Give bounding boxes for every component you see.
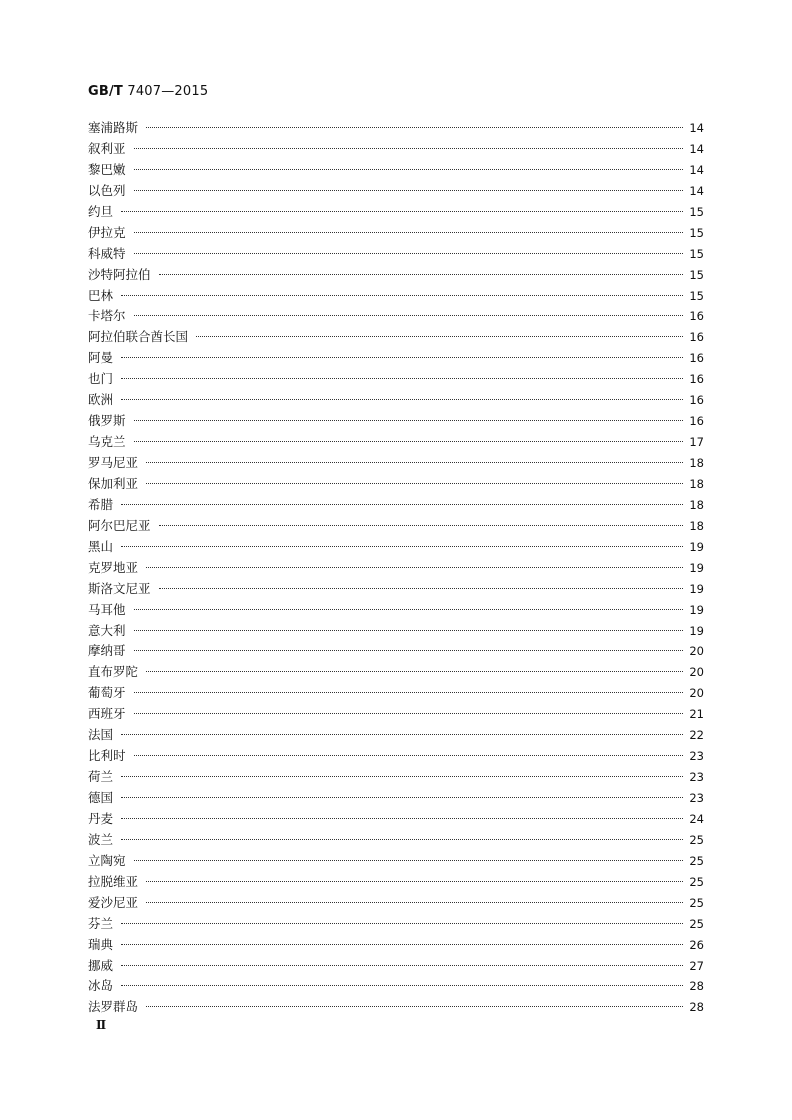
- toc-entry-page: 15: [689, 288, 704, 303]
- toc-entry-title: 卡塔尔: [88, 308, 126, 324]
- toc-entry[interactable]: [88, 181, 704, 202]
- toc-dot-leader: [134, 650, 684, 651]
- toc-dot-leader: [134, 441, 684, 442]
- toc-entry-title: 拉脱维亚: [88, 873, 139, 889]
- toc-dot-leader: [159, 525, 684, 526]
- toc-dot-leader: [134, 169, 684, 170]
- toc-dot-leader: [146, 567, 683, 568]
- toc-entry-page: 20: [689, 644, 704, 659]
- toc-entry-page: 21: [689, 707, 704, 722]
- toc-entry[interactable]: [88, 725, 704, 746]
- toc-dot-leader: [121, 839, 683, 840]
- toc-entry[interactable]: [88, 935, 704, 956]
- toc-dot-leader: [134, 860, 684, 861]
- toc-entry-page: 18: [689, 518, 704, 533]
- toc-dot-leader: [134, 630, 684, 631]
- toc-entry-title: 伊拉克: [88, 224, 126, 240]
- toc-entry-title: 罗马尼亚: [88, 455, 139, 470]
- toc-entry-title: 瑞典: [88, 936, 114, 952]
- toc-entry-page: 15: [689, 267, 704, 282]
- toc-dot-leader: [121, 378, 683, 379]
- toc-entry-page: 15: [689, 225, 704, 240]
- toc-entry[interactable]: [88, 558, 704, 579]
- toc-dot-leader: [146, 1006, 683, 1007]
- toc-dot-leader: [121, 818, 683, 819]
- toc-dot-leader: [134, 713, 684, 714]
- toc-entry-title: 阿曼: [88, 350, 114, 366]
- toc-entry[interactable]: [88, 579, 704, 600]
- toc-entry-title: 沙特阿拉伯: [88, 266, 151, 282]
- toc-entry-page: 23: [689, 749, 704, 764]
- toc-entry[interactable]: [88, 495, 704, 516]
- toc-entry-page: 18: [689, 497, 704, 512]
- toc-entry-page: 25: [689, 916, 704, 931]
- toc-entry[interactable]: [88, 662, 704, 683]
- toc-dot-leader: [159, 588, 684, 589]
- toc-entry-title: 乌克兰: [88, 434, 126, 450]
- toc-entry-page: 16: [689, 330, 704, 345]
- toc-entry-page: 27: [689, 958, 704, 973]
- toc-entry[interactable]: [88, 160, 704, 181]
- toc-entry[interactable]: [88, 872, 704, 893]
- toc-entry[interactable]: [88, 390, 704, 411]
- toc-entry-title: 约旦: [88, 203, 114, 219]
- toc-dot-leader: [121, 985, 683, 986]
- toc-entry-page: 25: [689, 895, 704, 910]
- toc-dot-leader: [121, 295, 683, 296]
- toc-entry[interactable]: [88, 893, 704, 914]
- toc-entry[interactable]: [88, 369, 704, 390]
- toc-dot-leader: [121, 923, 683, 924]
- toc-dot-leader: [121, 965, 683, 966]
- toc-dot-leader: [134, 148, 684, 149]
- table-of-contents: [88, 118, 704, 1018]
- toc-entry-title: 葡萄牙: [88, 685, 126, 701]
- toc-dot-leader: [134, 190, 684, 191]
- toc-entry-page: 19: [689, 602, 704, 617]
- toc-dot-leader: [134, 315, 684, 316]
- toc-entry-title: 阿拉伯联合酋长国: [88, 329, 189, 345]
- toc-entry-title: 黑山: [88, 538, 114, 554]
- toc-entry-title: 希腊: [88, 496, 114, 512]
- toc-entry-title: 马耳他: [88, 601, 126, 617]
- toc-entry-title: 保加利亚: [88, 475, 139, 491]
- toc-entry-title: 意大利: [88, 622, 126, 638]
- toc-entry-title: 冰岛: [88, 978, 114, 994]
- toc-dot-leader: [146, 462, 683, 463]
- toc-entry-title: 德国: [88, 790, 114, 805]
- toc-entry[interactable]: [88, 851, 704, 872]
- toc-entry[interactable]: [88, 621, 704, 642]
- toc-entry-title: 丹麦: [88, 810, 114, 826]
- toc-entry[interactable]: [88, 139, 704, 160]
- toc-entry-page: 14: [689, 121, 704, 135]
- toc-entry-title: 比利时: [88, 748, 126, 764]
- toc-entry-page: 28: [689, 979, 704, 994]
- toc-entry-title: 欧洲: [88, 392, 114, 408]
- toc-entry[interactable]: [88, 976, 704, 997]
- toc-entry-title: 俄罗斯: [88, 413, 126, 429]
- toc-dot-leader: [121, 797, 683, 798]
- toc-entry[interactable]: [88, 348, 704, 369]
- toc-entry[interactable]: [88, 767, 704, 788]
- toc-entry-page: 15: [689, 204, 704, 219]
- toc-dot-leader: [146, 671, 683, 672]
- toc-entry[interactable]: [88, 600, 704, 621]
- toc-entry[interactable]: [88, 265, 704, 286]
- toc-entry-page: 25: [689, 853, 704, 868]
- toc-dot-leader: [146, 902, 683, 903]
- toc-entry-title: 也门: [88, 371, 114, 387]
- toc-entry-title: 叙利亚: [88, 140, 126, 156]
- toc-dot-leader: [134, 692, 684, 693]
- toc-entry-title: 塞浦路斯: [88, 120, 139, 135]
- toc-entry-title: 爱沙尼亚: [88, 894, 139, 910]
- toc-entry-title: 斯洛文尼亚: [88, 580, 151, 596]
- toc-entry-page: 16: [689, 351, 704, 366]
- toc-dot-leader: [121, 944, 683, 945]
- toc-dot-leader: [196, 336, 683, 337]
- toc-entry[interactable]: [88, 746, 704, 767]
- toc-entry[interactable]: [88, 306, 704, 327]
- toc-entry[interactable]: [88, 327, 704, 348]
- toc-entry-page: 16: [689, 372, 704, 387]
- toc-entry-title: 法罗群岛: [88, 999, 139, 1015]
- toc-entry-title: 挪威: [88, 957, 114, 973]
- toc-entry-page: 22: [689, 728, 704, 743]
- toc-entry[interactable]: [88, 474, 704, 495]
- toc-entry-page: 24: [689, 811, 704, 826]
- toc-entry[interactable]: [88, 244, 704, 265]
- toc-entry[interactable]: [88, 641, 704, 662]
- toc-dot-leader: [134, 232, 684, 233]
- toc-dot-leader: [121, 734, 683, 735]
- toc-dot-leader: [134, 609, 684, 610]
- toc-entry[interactable]: [88, 453, 704, 474]
- toc-entry[interactable]: [88, 118, 704, 139]
- toc-entry-page: 14: [689, 162, 704, 177]
- toc-entry-page: 16: [689, 309, 704, 324]
- toc-entry-title: 以色列: [88, 182, 126, 198]
- toc-entry-title: 西班牙: [88, 706, 126, 722]
- toc-entry[interactable]: [88, 411, 704, 432]
- toc-entry-page: 19: [689, 539, 704, 554]
- toc-dot-leader: [121, 357, 683, 358]
- toc-entry-page: 23: [689, 770, 704, 785]
- toc-entry-page: 25: [689, 874, 704, 889]
- toc-entry-page: 16: [689, 414, 704, 429]
- toc-entry-title: 荷兰: [88, 769, 114, 785]
- toc-entry-title: 科威特: [88, 245, 126, 261]
- toc-entry[interactable]: [88, 537, 704, 558]
- toc-entry-page: 26: [689, 937, 704, 952]
- toc-dot-leader: [146, 127, 683, 128]
- toc-entry-title: 摩纳哥: [88, 643, 126, 659]
- toc-entry-page: 19: [689, 560, 704, 575]
- toc-entry-title: 阿尔巴尼亚: [88, 517, 151, 533]
- toc-dot-leader: [121, 776, 683, 777]
- toc-entry[interactable]: [88, 704, 704, 725]
- toc-entry[interactable]: [88, 202, 704, 223]
- toc-entry[interactable]: [88, 956, 704, 977]
- toc-entry-title: 法国: [88, 727, 114, 743]
- toc-dot-leader: [121, 546, 683, 547]
- toc-entry-page: 15: [689, 246, 704, 261]
- toc-dot-leader: [146, 881, 683, 882]
- toc-entry-page: 25: [689, 832, 704, 847]
- toc-entry[interactable]: [88, 516, 704, 537]
- toc-entry-page: 18: [689, 456, 704, 470]
- toc-entry-page: 18: [689, 476, 704, 491]
- toc-entry-title: 巴林: [88, 287, 114, 303]
- toc-entry-page: 20: [689, 665, 704, 680]
- toc-entry-title: 黎巴嫩: [88, 161, 126, 177]
- toc-entry[interactable]: [88, 914, 704, 935]
- toc-entry-title: 芬兰: [88, 915, 114, 931]
- toc-entry[interactable]: [88, 830, 704, 851]
- toc-entry-page: 28: [689, 1000, 704, 1015]
- toc-dot-leader: [134, 420, 684, 421]
- toc-entry[interactable]: [88, 286, 704, 307]
- toc-entry-title: 克罗地亚: [88, 559, 139, 575]
- toc-dot-leader: [121, 211, 683, 212]
- toc-entry-title: 立陶宛: [88, 852, 126, 868]
- toc-entry[interactable]: [88, 432, 704, 453]
- document-header: [88, 84, 208, 99]
- toc-dot-leader: [134, 755, 684, 756]
- toc-dot-leader: [134, 253, 684, 254]
- toc-entry-page: 16: [689, 393, 704, 408]
- toc-entry[interactable]: [88, 809, 704, 830]
- toc-entry-page: 20: [689, 686, 704, 701]
- toc-entry-page: 19: [689, 623, 704, 638]
- standard-code: GB/T: [88, 84, 123, 99]
- toc-entry-title: 波兰: [88, 831, 114, 847]
- toc-dot-leader: [121, 504, 683, 505]
- toc-dot-leader: [121, 399, 683, 400]
- toc-entry-page: 23: [689, 791, 704, 805]
- page-number-footer: Ⅱ: [96, 1018, 107, 1032]
- toc-entry[interactable]: [88, 223, 704, 244]
- toc-entry-title: 直布罗陀: [88, 664, 139, 680]
- toc-entry[interactable]: [88, 997, 704, 1018]
- toc-entry-page: 17: [689, 435, 704, 450]
- toc-entry-page: 19: [689, 581, 704, 596]
- toc-dot-leader: [159, 274, 684, 275]
- toc-entry-page: 14: [689, 183, 704, 198]
- toc-dot-leader: [146, 483, 683, 484]
- toc-entry[interactable]: [88, 683, 704, 704]
- toc-entry[interactable]: [88, 788, 704, 809]
- toc-entry-page: 14: [689, 141, 704, 156]
- standard-number: 7407—2015: [127, 84, 209, 99]
